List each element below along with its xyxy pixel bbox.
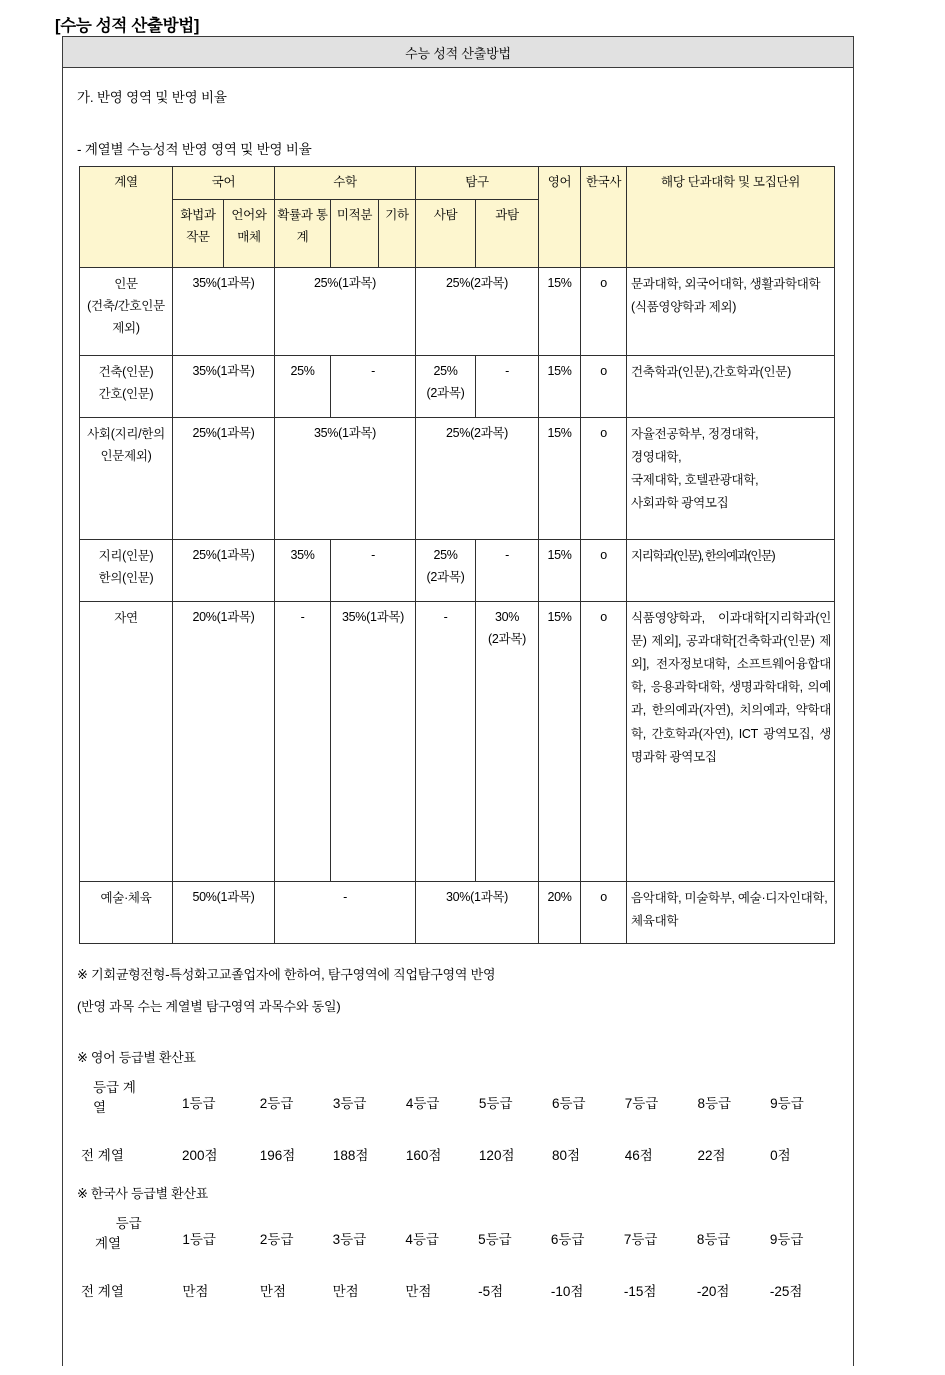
cell-score: 22점 bbox=[697, 1148, 726, 1164]
cell-korean: 25%(1과목) bbox=[173, 539, 275, 601]
cell-inquiry: 30%(1과목) bbox=[416, 881, 539, 943]
cell-grade: 3등급 bbox=[332, 1232, 367, 1248]
cell-score: 만점 bbox=[405, 1284, 432, 1300]
cell-score: 120점 bbox=[478, 1148, 515, 1164]
cell-english: 15% bbox=[539, 539, 581, 601]
cell-math: 35%(1과목) bbox=[275, 417, 416, 539]
section-heading: 가. 반영 영역 및 반영 비율 bbox=[77, 90, 227, 105]
cell-history: o bbox=[581, 601, 627, 881]
th-inquiry: 탐구 bbox=[416, 167, 539, 200]
cell-score: -20점 bbox=[696, 1284, 730, 1300]
cell-grade: 1등급 bbox=[182, 1232, 216, 1248]
cell-grade: 6등급 bbox=[550, 1232, 585, 1248]
cell-math-calculus-geometry: - bbox=[331, 539, 416, 601]
cell-korean: 50%(1과목) bbox=[173, 881, 275, 943]
cell-history: o bbox=[581, 539, 627, 601]
cell-korean: 25%(1과목) bbox=[173, 417, 275, 539]
cell-inquiry: 25%(2과목) bbox=[416, 267, 539, 355]
cell-score: 196점 bbox=[259, 1148, 296, 1164]
cell-math-probability: - bbox=[275, 601, 331, 881]
th-korean-language-media: 언어와 매체 bbox=[224, 199, 275, 267]
cell-inquiry-science: - bbox=[476, 355, 539, 417]
corner-label-line2: 계열 bbox=[95, 1235, 122, 1251]
cell-grade: 6등급 bbox=[551, 1096, 586, 1112]
history-conversion-heading: ※ 한국사 등급별 환산표 bbox=[77, 1185, 208, 1201]
table-row bbox=[80, 881, 835, 943]
cell-score: -15점 bbox=[623, 1284, 657, 1300]
table-row bbox=[80, 417, 835, 539]
cell-inquiry-science: 30% (2과목) bbox=[476, 601, 539, 881]
table-row bbox=[80, 601, 835, 881]
cell-grade: 4등급 bbox=[405, 1096, 440, 1112]
cell-score: 188점 bbox=[332, 1148, 369, 1164]
cell-math: - bbox=[275, 881, 416, 943]
cell-grade: 2등급 bbox=[259, 1232, 294, 1248]
cell-inquiry-social: - bbox=[416, 601, 476, 881]
cell-score: 80점 bbox=[551, 1148, 581, 1164]
cell-departments: 문과대학, 외국어대학, 생활과학대학(식품영양학과 제외) bbox=[627, 267, 835, 355]
cell-english: 15% bbox=[539, 267, 581, 355]
document-page-frame bbox=[62, 36, 854, 1366]
cell-category: 예술·체육 bbox=[80, 881, 173, 943]
table-row bbox=[79, 1276, 837, 1310]
cell-departments: 자율전공학부, 정경대학, 경영대학, 국제대학, 호텔관광대학, 사회과학 광역모집 bbox=[627, 417, 835, 539]
cell-score: -25점 bbox=[769, 1284, 803, 1300]
corner-label-line1: 등급 bbox=[115, 1215, 142, 1231]
table-row bbox=[80, 267, 835, 355]
cell-row-label: 전 계열 bbox=[81, 1284, 124, 1300]
th-category: 계열 bbox=[80, 167, 173, 268]
cell-score: -10점 bbox=[550, 1284, 584, 1300]
table-row bbox=[79, 1208, 837, 1274]
cell-category: 사회(지리/한의 인문제외) bbox=[80, 417, 173, 539]
cell-grade: 7등급 bbox=[623, 1232, 658, 1248]
corner-label-line2: 열 bbox=[93, 1099, 107, 1115]
cell-english: 15% bbox=[539, 417, 581, 539]
document-title: [수능 성적 산출방법] bbox=[55, 17, 200, 35]
cell-english: 15% bbox=[539, 355, 581, 417]
cell-korean: 35%(1과목) bbox=[173, 267, 275, 355]
cell-math-probability: 35% bbox=[275, 539, 331, 601]
cell-inquiry: 25%(2과목) bbox=[416, 417, 539, 539]
cell-category: 인문 (건축/간호인문 제외) bbox=[80, 267, 173, 355]
cell-category: 지리(인문) 한의(인문) bbox=[80, 539, 173, 601]
cell-grade: 5등급 bbox=[478, 1096, 513, 1112]
cell-score: 0점 bbox=[770, 1148, 791, 1164]
cell-row-label: 전 계열 bbox=[81, 1148, 124, 1164]
table-row bbox=[80, 355, 835, 417]
cell-korean: 35%(1과목) bbox=[173, 355, 275, 417]
th-math: 수학 bbox=[275, 167, 416, 200]
cell-grade: 9등급 bbox=[770, 1096, 804, 1112]
table-row bbox=[79, 1140, 837, 1174]
cell-inquiry-social: 25% (2과목) bbox=[416, 355, 476, 417]
th-departments: 해당 단과대학 및 모집단위 bbox=[627, 167, 835, 268]
cell-history: o bbox=[581, 881, 627, 943]
cell-score: 만점 bbox=[332, 1284, 359, 1300]
cell-history: o bbox=[581, 267, 627, 355]
cell-grade: 8등급 bbox=[697, 1096, 732, 1112]
reflect-ratio-table bbox=[79, 166, 835, 944]
cell-score: -5점 bbox=[478, 1284, 504, 1300]
cell-score: 만점 bbox=[182, 1284, 209, 1300]
cell-math-calculus-geometry: 35%(1과목) bbox=[331, 601, 416, 881]
cell-grade: 2등급 bbox=[259, 1096, 294, 1112]
th-math-geometry: 기하 bbox=[379, 199, 416, 267]
cell-departments: 지리학과(인문), 한의예과(인문) bbox=[627, 539, 835, 601]
document-body bbox=[63, 86, 853, 1312]
cell-math: 25%(1과목) bbox=[275, 267, 416, 355]
cell-score: 200점 bbox=[181, 1148, 218, 1164]
cell-grade: 5등급 bbox=[478, 1232, 512, 1248]
cell-departments: 음악대학, 미술학부, 예술·디자인대학, 체육대학 bbox=[627, 881, 835, 943]
th-math-probability-statistics: 확률과 통계 bbox=[275, 199, 331, 267]
th-math-calculus: 미적분 bbox=[331, 199, 379, 267]
cell-history: o bbox=[581, 355, 627, 417]
cell-english: 20% bbox=[539, 881, 581, 943]
cell-inquiry-social: 25% (2과목) bbox=[416, 539, 476, 601]
cell-departments: 건축학과(인문),간호학과(인문) bbox=[627, 355, 835, 417]
cell-grade: 4등급 bbox=[405, 1232, 439, 1248]
th-inquiry-science: 과탐 bbox=[476, 199, 539, 267]
note-line: ※ 기회균형전형-특성화고교졸업자에 한하여, 탐구영역에 직업탐구영역 반영 bbox=[77, 966, 496, 982]
cell-korean: 20%(1과목) bbox=[173, 601, 275, 881]
cell-grade: 8등급 bbox=[696, 1232, 731, 1248]
cell-grade: 3등급 bbox=[332, 1096, 367, 1112]
corner-label-line1: 등급 계 bbox=[93, 1079, 136, 1095]
th-inquiry-social: 사탐 bbox=[416, 199, 476, 267]
cell-corner-label bbox=[79, 1072, 178, 1138]
cell-grade: 7등급 bbox=[624, 1096, 659, 1112]
table-row bbox=[79, 1072, 837, 1138]
cell-score: 만점 bbox=[259, 1284, 286, 1300]
cell-english: 15% bbox=[539, 601, 581, 881]
cell-grade: 9등급 bbox=[769, 1232, 804, 1248]
notes-block bbox=[77, 966, 839, 1017]
cell-inquiry-science: - bbox=[476, 539, 539, 601]
cell-category: 건축(인문) 간호(인문) bbox=[80, 355, 173, 417]
th-history: 한국사 bbox=[581, 167, 627, 268]
english-conversion-heading: ※ 영어 등급별 환산표 bbox=[77, 1049, 196, 1065]
th-korean-speech-writing: 화법과 작문 bbox=[173, 199, 224, 267]
th-korean: 국어 bbox=[173, 167, 275, 200]
note-line: (반영 과목 수는 계열별 탐구영역 과목수와 동일) bbox=[77, 998, 341, 1014]
cell-score: 46점 bbox=[624, 1148, 653, 1164]
banner-label: 수능 성적 산출방법 bbox=[405, 45, 511, 61]
history-conversion-table bbox=[77, 1206, 839, 1312]
cell-departments: 식품영양학과, 이과대학[지리학과(인문) 제외], 공과대학[건축학과(인문) 제외], 전자정보대학, 소프트웨어융합대학, 응용과학대학, 생명과학대학, 의예과, 한의예과(자연), 치의예과, 약학대학, 간호학과(자연), ICT 광역모집, 생명과학 광역모집 bbox=[627, 601, 835, 881]
cell-corner-label bbox=[79, 1208, 178, 1274]
cell-math-calculus-geometry: - bbox=[331, 355, 416, 417]
cell-math-probability: 25% bbox=[275, 355, 331, 417]
document-banner bbox=[63, 36, 853, 68]
table-row bbox=[80, 539, 835, 601]
cell-score: 160점 bbox=[405, 1148, 442, 1164]
cell-history: o bbox=[581, 417, 627, 539]
th-english: 영어 bbox=[539, 167, 581, 268]
english-conversion-table bbox=[77, 1070, 839, 1176]
section-subheading: - 계열별 수능성적 반영 영역 및 반영 비율 bbox=[77, 142, 312, 157]
cell-category: 자연 bbox=[80, 601, 173, 881]
cell-grade: 1등급 bbox=[181, 1096, 216, 1112]
